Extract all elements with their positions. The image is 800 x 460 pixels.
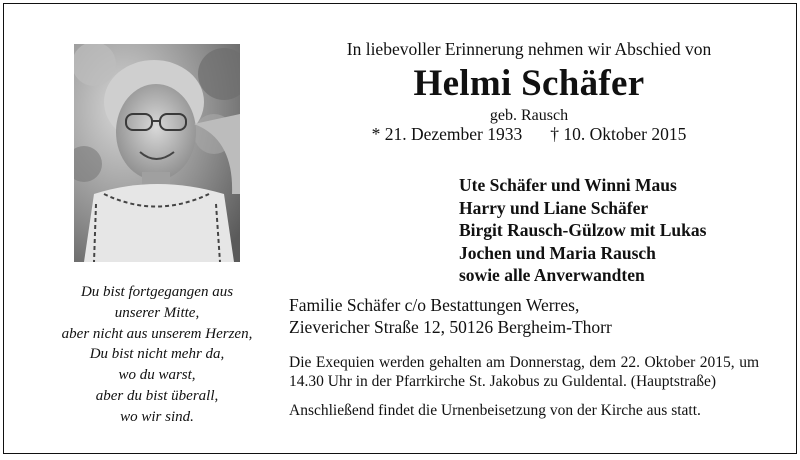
poem-line: Du bist fortgegangen aus	[80, 284, 234, 300]
contact-line: Zievericher Straße 12, 50126 Bergheim-Thorr	[289, 317, 612, 337]
mourner-line: Harry und Liane Schäfer	[459, 197, 649, 218]
obituary-card	[3, 3, 797, 454]
exequies-note: Die Exequien werden gehalten am Donnerstag, dem 22. Oktober 2015, um 14.30 Uhr in der Pfarrkirche St. Jakobus zu Guldental. (Hauptstraße)	[289, 354, 759, 390]
burial-note: Anschließend findet die Urnenbeisetzung von der Kirche aus statt.	[289, 402, 701, 419]
mourner-line: Jochen und Maria Rausch	[459, 242, 656, 263]
life-dates	[294, 124, 764, 145]
poem-line: aber du bist überall,	[95, 387, 219, 404]
deceased-name: Helmi Schäfer	[413, 63, 645, 104]
poem-line: wo du warst,	[118, 367, 196, 384]
contact-line: Familie Schäfer c/o Bestattungen Werres,	[289, 295, 580, 315]
portrait-photo	[74, 44, 240, 262]
mourner-line: sowie alle Anverwandten	[459, 265, 645, 285]
death-date: † 10. Oktober 2015	[550, 124, 687, 144]
portrait-image	[74, 44, 240, 262]
poem-line: aber nicht aus unserem Herzen,	[61, 325, 253, 342]
contact-address	[289, 294, 612, 338]
poem-line: wo wir sind.	[120, 408, 194, 425]
mourners-list	[459, 174, 706, 287]
poem-line: Du bist nicht mehr da,	[89, 346, 225, 363]
birth-name: geb. Rausch	[489, 107, 569, 124]
birth-date: * 21. Dezember 1933	[371, 124, 523, 144]
poem	[32, 282, 282, 428]
mourner-line: Ute Schäfer und Winni Maus	[459, 175, 677, 195]
service-notes	[289, 354, 759, 421]
poem-line: unserer Mitte,	[114, 304, 200, 321]
intro-text: In liebevoller Erinnerung nehmen wir Abschied von	[346, 39, 712, 59]
mourner-line: Birgit Rausch-Gülzow mit Lukas	[459, 220, 707, 240]
